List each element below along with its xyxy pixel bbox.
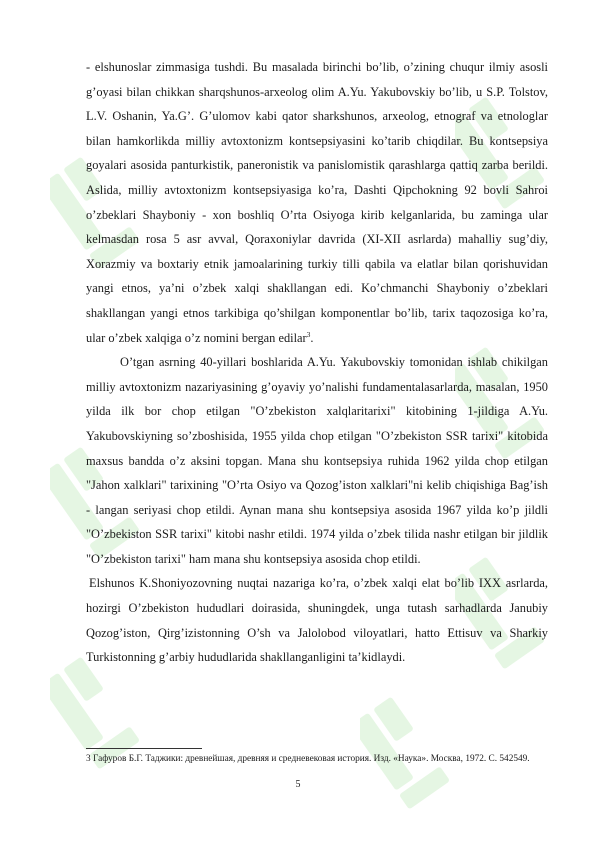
watermark-logo [50,650,140,790]
paragraph [86,55,548,350]
body-text [86,55,548,670]
paragraph-text: - elshunoslar zimmasiga tushdi. Bu masalada birinchi bo’lib, o’zining chuqur ilmiy asosli g’oyasi bilan chikkan sharqshunos-arxeolog olim A.Yu. Yakubovskiy bo’lib, u S.P. Tolstov, L.V. Oshanin, Ya.G’. G’ulomov kabi qator sharkshunos, arxeolog, etnograf va etnologlar bilan hamkorlikda milliy avtoxtonizm kontsepsiyasini ko’tarib chiqdilar. Bu kontsepsiya goyalari asosida panturkistik, paneronistik va panislomistik qarashlarga qattiq zarba berildi. Aslida, milliy avtoxtonizm kontsepsiyasiga ko’ra, Dashti Qipchokning 92 bovli Sahroi o’zbeklari Shayboniy - xon boshliq O’rta Osiyoga kirib kelganlarida, bu zaminga ular kelmasdan rosa 5 asr avval, Qoraxoniylar davrida (XI-XII asrlarda) mahalliy sug’diy, Xorazmiy va boxtariy etnik jamoalarining turkiy tilli qabila va elatlar bilan qorishuvidan yangi etnos, ya’ni o’zbek xalqi shakllangan edi. Ko’chmanchi Shayboniy o’zbeklari shakllangan yangi etnos tarkibiga qo’shilgan komponentlar bo’lib, tarix taqozosiga ko’ra, ular o’zbek xalqiga o’z nomini bergan edilar [86,60,548,345]
footnote-divider [86,748,202,749]
paragraph-tail: . [310,330,314,345]
footnote-reference[interactable]: 3 [306,329,311,339]
paragraph: O’tgan asrning 40-yillari boshlarida A.Yu. Yakubovskiy tomonidan ishlab chikilgan milliy avtoxtonizm nazariyasining g’oyaviy yo’nalishi fundamentalasarlarda, masalan, 1950 yilda ilk bor chop etilgan "O’zbekiston xalqlaritarixi" kitobining 1-jildiga A.Yu. Yakubovskiyning so’zboshisida, 1955 yilda chop etilgan "O’zbekiston SSR tarixi" kitobida maxsus bandda o’z aksini topgan. Mana shu kontsepsiya ruhida 1962 yilda chop etilgan "Jahon xalklari" tarixining "O’rta Osiyo va Qozog’iston xalklari"ni kelib chiqishiga Bag’ish - langan seriyasi chop etildi. Aynan mana shu kontsepsiya asosida 1967 yilda ko’p jildli "O’zbekiston SSR tarixi" kitobi nashr etildi. 1974 yilda o’zbek tilida nashr etilgan bir jildlik "O’zbekiston tarixi" ham mana shu kontsepsiya asosida chop etildi. [86,355,548,566]
page-number: 5 [295,779,301,790]
paragraph: Elshunos K.Shoniyozovning nuqtai nazariga ko’ra, o’zbek xalqi elat bo’lib IXX asrlarda, hozirgi O’zbekiston hududlari doirasida, shuningdek, unga tutash sarhadlarda Janubiy Qozog’iston, Qirg’izistonning O’sh va Jalolobod viloyatlari, hatto Ettisuv va Sharkiy Turkistonning g’arbiy hududlarida shakllanganligini ta’kidlaydi. [86,576,548,665]
footnote: 3 Гафуров Б.Г. Таджики: древнейшая, древняя и средневековая история. Изд. «Наука». Москва, 1972. С. 542549. [86,754,530,764]
